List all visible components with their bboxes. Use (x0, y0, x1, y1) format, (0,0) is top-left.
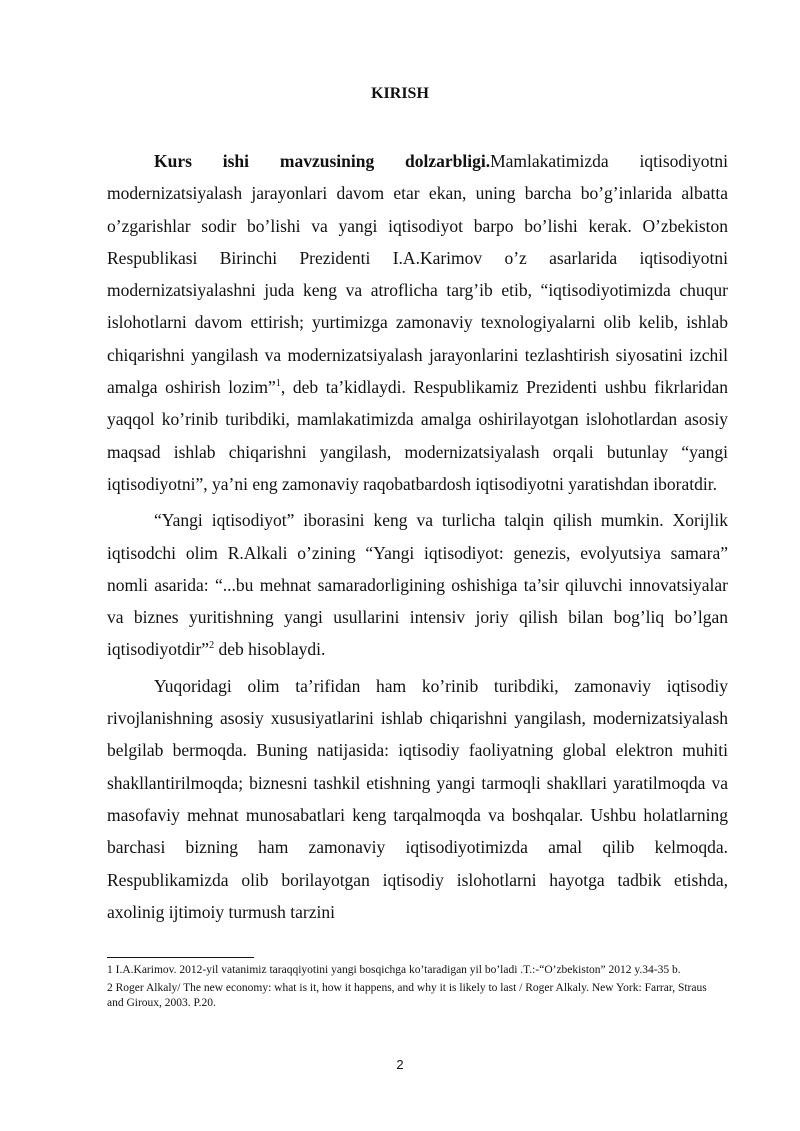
paragraph-1-text-a: Mamlakatimizda iqtisodiyotni modernizatsiyalash jarayonlari davom etar ekan, uning barcha bo’g’inlarida albatta o’zgarishlar sodir bo’lishi va yangi iqtisodiyot barpo bo’lishi kerak. O’zbekiston Respublikasi Birinchi Prezidenti I.A.Karimov o’z asarlarida iqtisodiyotni modernizatsiyalashni juda keng va atroflicha targ’ib etib, “iqtisodiyotimizda chuqur islohotlarni davom ettirish; yurtimizga zamonaviy texnologiyalarni olib kelib, ishlab chiqarishni yangilash va modernizatsiyalash jarayonlarini tezlashtirish siyosatini izchil amalga oshirish lozim” (107, 151, 728, 398)
footnote-ref-1: 1 (275, 378, 281, 390)
paragraph-2-text-b: deb hisoblaydi. (214, 639, 326, 660)
footnotes (107, 963, 717, 1011)
page-number: 2 (396, 1057, 404, 1072)
paragraph-3: Yuqoridagi olim ta’rifidan ham ko’rinib turibdiki, zamonaviy iqtisodiy rivojlanishning asosiy xususiyatlarini ishlab chiqarishni yangilash, modernizatsiyalash belgilab bermoqda. Buning natijasida: iqtisodiy faoliyatning global elektron muhiti shakllantirilmoqda; biznesni tashkil etishning yangi tarmoqli shakllari yaratilmoqda va masofaviy mehnat munosabatlari keng tarqalmoqda va boshqalar. Ushbu holatlarning barchasi bizning ham zamonaviy iqtisodiyotimizda amal qilib kelmoqda. Respublikamizda olib borilayotgan iqtisodiy islohotlarni hayotga tadbik etishda, axolinig ijtimoiy turmush tarzini (107, 675, 728, 922)
paragraph-2 (107, 504, 728, 665)
footnote-1: 1 I.A.Karimov. 2012-yil vatanimiz taraqqiyotini yangi bosqichga ko’taradigan yil bo’ladi .T.:-“O’zbekiston” 2012 y.34-35 b. (107, 964, 681, 976)
paragraph-1 (107, 145, 728, 500)
lead-heading: Kurs ishi mavzusining dolzarbligi. (154, 151, 491, 171)
footnote-ref-2: 2 (209, 640, 215, 652)
page-title: KIRISH (371, 85, 429, 102)
paragraph-1-text-b: , deb ta’kidlaydi. Respublikamiz Prezidenti ushbu fikrlaridan yaqqol ko’rinib turibdiki, mamlakatimizda amalga oshirilayotgan islohotlardan asosiy maqsad ishlab chiqarishni yangilash, modernizatsiyalash orqali butunlay “yangi iqtisodiyotni”, ya’ni eng zamonaviy raqobatbardosh iqtisodiyotni yaratishdan iboratdir. (107, 377, 728, 494)
paragraph-2-text-a: “Yangi iqtisodiyot” iborasini keng va turlicha talqin qilish mumkin. Xorijlik iqtisodchi olim R.Alkali o’zining “Yangi iqtisodiyot: genezis, evolyutsiya samara” nomli asarida: “...bu mehnat samaradorligining oshishiga ta’sir qiluvchi innovatsiyalar va biznes yuritishning yangi usullarini intensiv joriy qilish bilan bog’liq bo’lgan iqtisodiyotdir” (107, 510, 728, 660)
footnote-2: 2 Roger Alkaly/ The new economy: what is it, how it happens, and why it is likely to last / Roger Alkaly. New York: Farrar, Straus and Giroux, 2003. P.20. (107, 982, 707, 1009)
body-text (107, 145, 728, 928)
footnote-separator (107, 957, 254, 958)
